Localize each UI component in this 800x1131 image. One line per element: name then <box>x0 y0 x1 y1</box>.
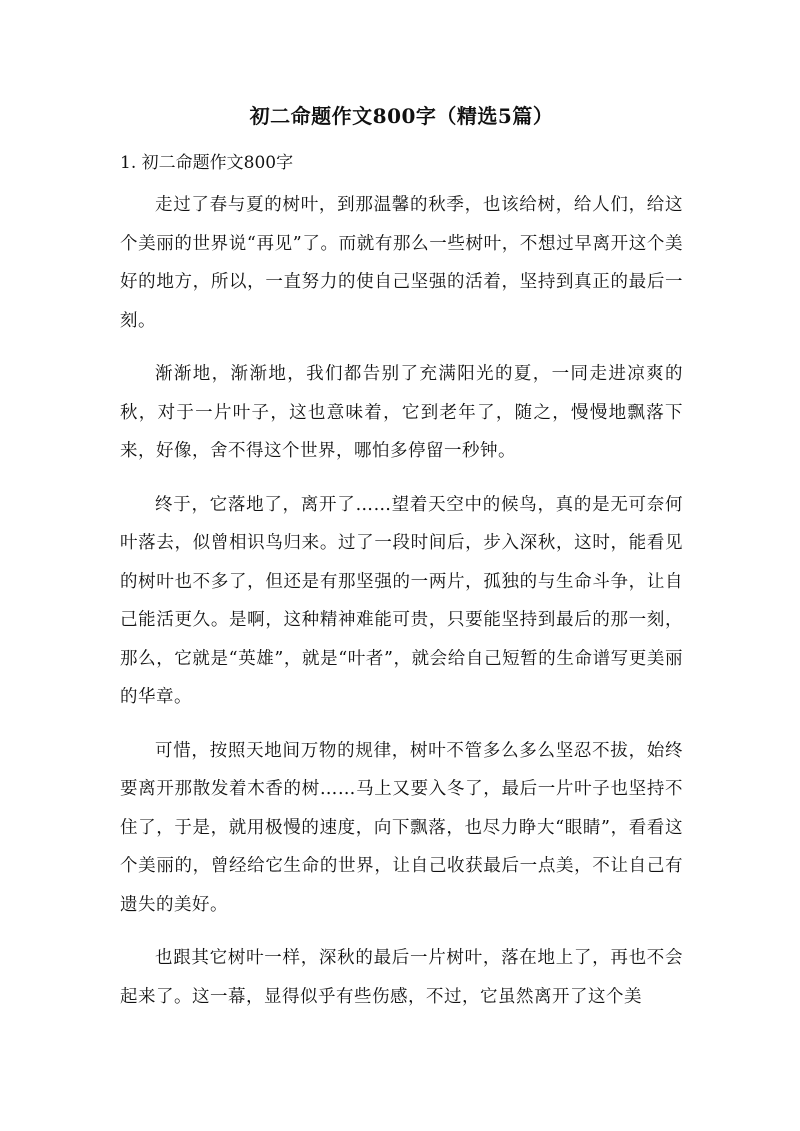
paragraph: 可惜，按照天地间万物的规律，树叶不管多么多么坚忍不拔，始终要离开那散发着木香的树……马上又要入冬了，最后一片叶子也坚持不住了，于是，就用极慢的速度，向下飘落，也尽力睁大“眼睛”，看看这个美丽的，曾经给它生命的世界，让自己收获最后一点美，不让自己有遗失的美好。 <box>120 740 683 915</box>
paragraph: 渐渐地，渐渐地，我们都告别了充满阳光的夏，一同走进凉爽的秋，对于一片叶子，这也意味着，它到老年了，随之，慢慢地飘落下来，好像，舍不得这个世界，哪怕多停留一秒钟。 <box>120 364 683 461</box>
paragraph: 也跟其它树叶一样，深秋的最后一片树叶，落在地上了，再也不会起来了。这一幕，显得似乎有些伤感，不过，它虽然离开了这个美 <box>120 948 683 1007</box>
document-title: 初二命题作文800字（精选5篇） <box>249 104 554 128</box>
section-heading: 1. 初二命题作文800字 <box>120 153 294 173</box>
paragraph: 终于，它落地了，离开了……望着天空中的候鸟，真的是无可奈何叶落去，似曾相识鸟归来。过了一段时间后，步入深秋，这时，能看见的树叶也不多了，但还是有那坚强的一两片，孤独的与生命斗争，让自己能活更久。是啊，这种精神难能可贵，只要能坚持到最后的那一刻，那么，它就是“英雄”，就是“叶者”，就会给自己短暂的生命谱写更美丽的华章。 <box>120 494 683 707</box>
essay-body <box>120 186 683 1016</box>
paragraph: 走过了春与夏的树叶，到那温馨的秋季，也该给树，给人们，给这个美丽的世界说“再见”了。而就有那么一些树叶，不想过早离开这个美好的地方，所以，一直努力的使自己坚强的活着，坚持到真正的最后一刻。 <box>120 195 683 331</box>
